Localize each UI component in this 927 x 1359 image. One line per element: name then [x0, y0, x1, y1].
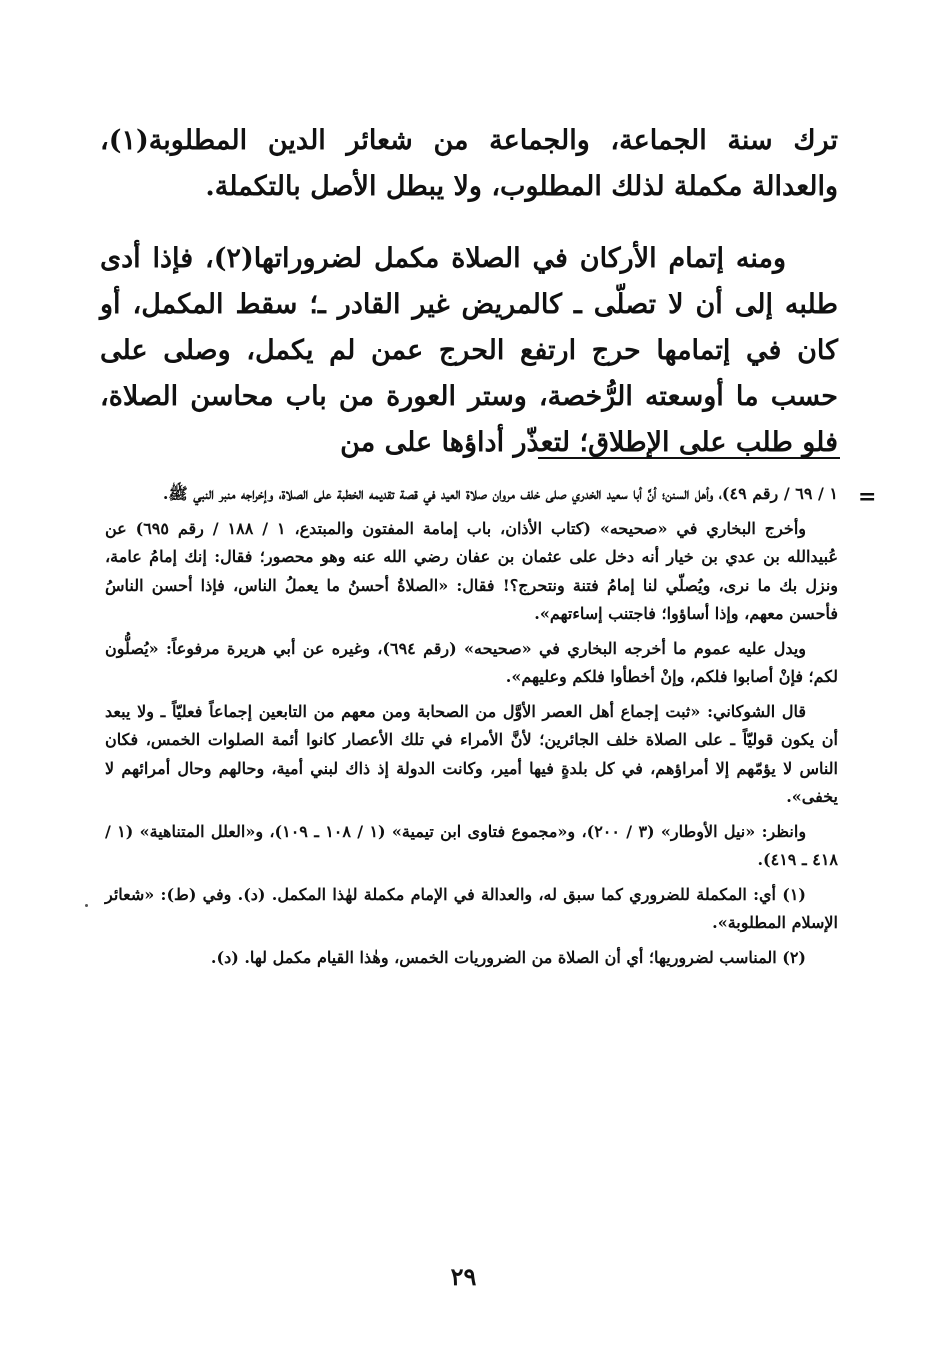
body-paragraph-2	[100, 236, 838, 466]
footnote-text: (٢) المناسب لضروريها؛ أي أن الصلاة من الضروريات الخمس، وهٰذا القيام مكمل لها. (د).	[210, 947, 806, 967]
footnote-continued-line	[105, 480, 838, 509]
footnote-separator	[538, 457, 840, 459]
footnote-continuation-mark: =	[858, 484, 877, 510]
margin-dot	[85, 904, 88, 907]
footnotes-section	[105, 480, 838, 972]
footnote-text: قال الشوكاني: «ثبت إجماع أهل العصر الأوَّل من الصحابة ومن معهم من التابعين إجماعاً فعليّاً ـ ولا يبعد أن يكون قوليّاً ـ على الصلاة خلف الجائرين؛ لأنَّ الأمراء في تلك الأعصار كانوا أئمة الصلوات الخمس، فكان الناس لا يؤمّهم إلا أمراؤهم، في كل بلدةٍ فيها أمير، وكانت الدولة إذ ذاك لبني أمية، وحالهم وحال أمرائهم لا يخفى».	[105, 701, 839, 806]
footnote-text: وأخرج البخاري في «صحيحه» (كتاب الأذان، باب إمامة المفتون والمبتدع، ١ / ١٨٨ / رقم ٦٩٥) عن عُبيدالله بن عدي بن خيار أنه دخل على عثمان بن عفان رضي الله عنه وهو محصور؛ فقال: إنك إمامُ عامة، ونزل بك ما نرى، ويُصلّي لنا إمامُ فتنة ونتحرج؟! فقال: «الصلاةُ أحسنُ ما يعملُ الناس، فإذا أحسن الناسُ فأحسن معهم، وإذا أساؤوا؛ فاجتنب إساءتهم».	[105, 518, 838, 623]
footnote-references-paragraph	[105, 818, 838, 875]
footnote-bukhari-paragraph	[105, 515, 838, 629]
page-number: ٢٩	[450, 1262, 477, 1291]
footnote-text: وانظر: «نيل الأوطار» (٣ / ٢٠٠)، و«مجموع فتاوى ابن تيمية» (١ / ١٠٨ ـ ١٠٩)، و«العلل المتناهية» (١ / ٤١٨ ـ ٤١٩).	[105, 821, 838, 869]
footnote-shawkani-paragraph	[105, 698, 838, 812]
footnote-text: (١) أي: المكملة للضروري كما سبق له، والعدالة في الإمام مكملة لهٰذا المكمل. (د). وفي (ط): «شعائر الإسلام المطلوبة».	[105, 884, 838, 932]
paragraph-1-text: ترك سنة الجماعة، والجماعة من شعائر الدين المطلوبة(١)، والعدالة مكملة لذلك المطلوب، ولا يبطل الأصل بالتكملة.	[100, 125, 838, 202]
footnote-general-evidence-paragraph	[105, 635, 838, 692]
footnote-text: ١ / ٦٩ / رقم ٤٩)، وأهل السنن؛ أنَّ أبا سعيد الخدري صلى خلف مروان صلاة العيد في قصة تقديمه الخطبة على الصلاة، وإخراجه منبر النبي ﷺ.	[162, 484, 838, 503]
paragraph-2-text: ومنه إتمام الأركان في الصلاة مكمل لضروراتها(٢)، فإذا أدى طلبه إلى أن لا تصلّى ـ كالمريض غير القادر ـ؛ سقط المكمل، أو كان في إتمامها حرج ارتفع الحرج عمن لم يكمل، وصلى على حسب ما أوسعته الرُّخصة، وستر العورة من باب محاسن الصلاة، فلو طلب على الإطلاق؛ لتعذّر أداؤها على من	[100, 243, 838, 458]
body-paragraph-1	[100, 118, 838, 210]
footnote-text: ويدل عليه عموم ما أخرجه البخاري في «صحيحه» (رقم ٦٩٤)، وغيره عن أبي هريرة مرفوعاً: «يُصلُّون لكم؛ فإنْ أصابوا فلكم، وإنْ أخطأوا فلكم وعليهم».	[105, 638, 838, 686]
footnote-2	[105, 944, 838, 973]
footnote-1	[105, 881, 838, 938]
